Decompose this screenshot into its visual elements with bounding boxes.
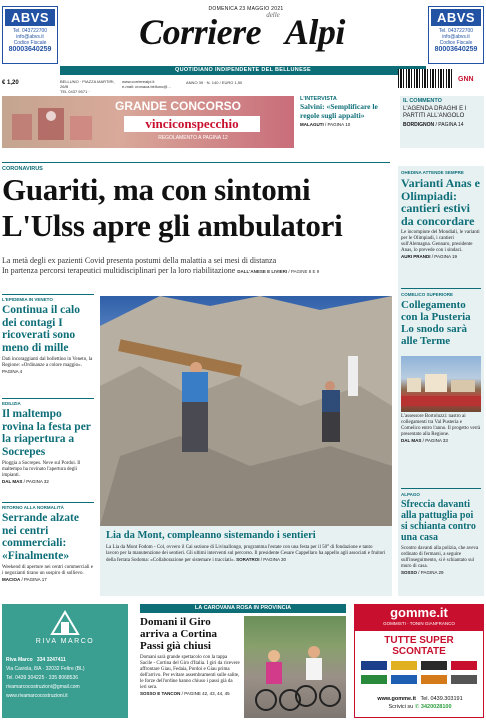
gomme-brand-logos: [361, 661, 479, 689]
gomme-write: Scrivici su: [388, 704, 414, 710]
photo-caption-head: Lia da Mont, compleanno sistemando i sentieri: [106, 530, 316, 541]
intervista-byline: MALAGUTI / PAGINA 10: [300, 122, 351, 127]
pusteria-kicker: COMELICO SUPERIORE: [401, 292, 454, 297]
pusteria-byline: DAL MAS / PAGINA 33: [401, 438, 448, 443]
ad-abvs-left[interactable]: [2, 6, 58, 64]
riva-brand: RIVA MARCO: [35, 638, 95, 645]
ad-abvs-right[interactable]: [428, 6, 484, 64]
intervista-box[interactable]: [300, 96, 396, 148]
sfreccia-byline: SOSSO / PAGINA 29: [401, 570, 444, 575]
photo-byline: SORATROI: [236, 557, 260, 562]
maltempo-page: PAGINA 32: [26, 479, 49, 484]
epidemia-head: Continua il calo dei contagi I ricoverati sono meno di mille: [2, 304, 80, 354]
website: www.corrierealpi.it: [122, 79, 155, 84]
masthead-title: [108, 11, 376, 55]
serrande-head: Serrande alzate nei centri commerciali: «Finalmente»: [2, 512, 79, 562]
ad-email: info@abvs.it: [442, 34, 470, 40]
intervista-author: MALAGUTI: [300, 122, 324, 127]
pusteria-page: PAGINA 33: [425, 438, 448, 443]
gomme-header: [355, 605, 483, 631]
giro-author: SOSSO E TANCON: [140, 691, 181, 696]
serrande-body: Weekend di aperture nei centri commerciali e i negozianti tirano un sospiro di sollievo.: [2, 565, 93, 576]
gomme-web: www.gomme.it: [377, 696, 416, 702]
varianti-head: Varianti Anas e Olimpiadi: cantieri estivi da concordare: [401, 176, 480, 228]
pusteria-head: Collegamento con la Pusteria Lo snodo sarà alle Terme: [401, 299, 471, 347]
maltempo-head: Il maltempo rovina la festa per la riapertura a Socrepes: [2, 408, 91, 458]
commento-head: L'AGENDA DRAGHI E I PARTITI ALL'ANGOLO: [403, 106, 467, 119]
riva-tel: Tel. 0439 304225 · 335 8068536: [6, 675, 79, 681]
gomme-sub: GOMMISTI · TONIN GIANFRANCO: [383, 621, 455, 626]
issue-date: DOMENICA 23 MAGGIO 2021: [208, 6, 284, 12]
giro-bar-label: LA CAROVANA ROSA IN PROVINCIA: [194, 605, 292, 611]
info-left-2: TEL 0437 9571 ·: [60, 89, 90, 94]
title-delle: delle: [266, 11, 280, 19]
intervista-page: PAGINA 10: [327, 122, 351, 127]
abvs-logo: ABVS: [431, 9, 481, 26]
commento-box[interactable]: [400, 96, 484, 148]
lead-deck: [2, 256, 390, 277]
concorso-title: GRANDE CONCORSO: [114, 99, 241, 113]
ad-code-label: Codice Fiscale: [13, 40, 47, 46]
ad-email: info@abvs.it: [16, 34, 44, 40]
serrande-kicker: RITORNO ALLA NORMALITÀ: [2, 505, 64, 510]
photo-caption: [100, 526, 392, 596]
giro-body: Domani sarà grande spettacolo con la tappa Sacile - Cortina del Giro d'Italia. I giri da ricevere affrontare Giau, Fedaia, Pordoi e Giau prima dell'arrivo. Per evitare assembramenti sulle salite, le forze dell'ordine hanno chiuso i passi già da ieri sera.: [140, 655, 240, 690]
lead-rule: [2, 162, 390, 163]
epidemia-kicker: L'EPIDEMIA IN VENETO: [2, 297, 53, 302]
info-left-1: BELLUNO · PIAZZA MARTIRI, 26/B: [60, 79, 115, 89]
gomme-contact: [359, 695, 481, 711]
ad-code: 80003640259: [8, 46, 52, 53]
info-mid: [122, 79, 182, 89]
riva-address: Via Caviola, 8/A · 32032 Feltre (BL): [6, 666, 85, 672]
giro-page: PAGINE 42, 43, 44, 45: [184, 691, 230, 696]
riva-contact: [6, 656, 124, 701]
giro-story[interactable]: [140, 616, 240, 696]
abvs-logo: ABVS: [5, 9, 55, 26]
ad-riva-marco[interactable]: [2, 604, 128, 718]
gomme-tel: Tel. 0439.303191: [420, 696, 463, 702]
maltempo-body: Pioggia a Socrepes. Neve sul Pordoi. Il maltempo ha rovinato l'apertura degli impianti.: [2, 461, 81, 478]
sfreccia-story[interactable]: [401, 492, 481, 575]
intervista-kicker: L'INTERVISTA: [300, 96, 337, 102]
masthead-subtitle: QUOTIDIANO INDIPENDENTE DEL BELLUNESE: [175, 67, 311, 73]
maltempo-byline: DAL MAS / PAGINA 32: [2, 479, 49, 484]
concorso-banner[interactable]: [2, 96, 294, 148]
riva-web: www.rivamarcocostruzioni.it: [6, 693, 68, 699]
left-rule-3: [2, 502, 94, 503]
epidemia-body: Dati incoraggianti dal bollettino in Veneto, la Regione: «Ordinanze a colore maggio».: [2, 357, 93, 368]
ad-tel: Tel. 043722700: [12, 28, 48, 34]
masthead-subtitle-bar: [60, 66, 426, 75]
commento-byline: BORDIGNON / PAGINA 14: [403, 122, 464, 128]
lead-deck-1: La metà degli ex pazienti Covid presenta postumi della malattia a sei mesi di distanza: [2, 256, 277, 265]
maltempo-kicker: EDILIZIA: [2, 401, 21, 406]
giro-bar: [140, 604, 346, 613]
pusteria-text: [401, 414, 481, 443]
lead-deck-2: In partenza percorsi terapeutici multidisciplinari per la loro riabilitazione DALL'ANESE E LIVIERI / PAGINE 8 E 9: [2, 266, 320, 275]
serrande-story[interactable]: [2, 505, 94, 582]
giro-head: Domani il Giro arriva a Cortina Passi già chiusi: [140, 616, 217, 652]
riva-logo-icon: [50, 610, 80, 636]
commento-kicker: IL COMMENTO: [403, 98, 442, 104]
lead-head-line-1: Guariti, ma con sintomi: [2, 172, 311, 207]
serrande-byline: MACIOA / PAGINA 17: [2, 577, 47, 582]
pusteria-story[interactable]: [401, 292, 481, 347]
ad-code-label: Codice Fiscale: [439, 40, 473, 46]
commento-author: BORDIGNON: [403, 122, 435, 128]
pusteria-body: L'assessore Bortoluzzi: nastro ai collegamenti tra Val Pusteria e Comelico entro l'anno. Il progetto verrà presentato alla Regione.: [401, 414, 481, 437]
pusteria-photo: [401, 356, 481, 412]
sfreccia-kicker: ALPAGO: [401, 492, 420, 497]
varianti-page: PAGINA 19: [434, 254, 457, 259]
riva-phone: 334 3247411: [36, 657, 66, 663]
varianti-byline: AURI PRANDI / PAGINA 19: [401, 254, 457, 259]
lead-kicker: CORONAVIRUS: [2, 166, 43, 172]
serrande-author: MACIOA: [2, 577, 21, 582]
pusteria-author: DAL MAS: [401, 438, 422, 443]
sfreccia-body: Scontro davanti alla polizia, che aveva ordinato di fermarsi, a seguire sull'inseguimento, si è schiantato sul muro di casa.: [401, 546, 479, 569]
gnn-logo: GNN: [458, 76, 474, 83]
commento-page: PAGINA 14: [438, 122, 464, 128]
photo-caption-text: La Lia da Mont Fodom - Col, ovvero il Cai sezione di Livinallongo, programma l'estate con una festa per il 50° di fondazione e tanto lavoro per la manutenzione dei sentieri. Gli ultimi interventi sul percorso. Il presidente Cesare Cappellaro ha appello agli associati e fruitori della ferrata Sodoma: «Collaborazione per sistemare i tracciati».: [106, 545, 386, 563]
concorso-illustration: [8, 104, 98, 142]
ad-code: 80003640259: [434, 46, 478, 53]
title-corriere: Corriere: [139, 12, 262, 52]
ad-tel: Tel. 043722700: [438, 28, 474, 34]
intervista-head: Salvini: «Semplificare le regole sugli appalti»: [300, 102, 378, 120]
ad-gomme[interactable]: [354, 604, 484, 718]
price: € 1,20: [2, 80, 19, 86]
concorso-name: [124, 116, 260, 132]
main-photo[interactable]: [100, 296, 392, 526]
photo-caption-body: La Lia da Mont Fodom - Col, ovvero il Cai sezione di Livinallongo, programma l'estate con una festa per il 50° di fondazione e tanto lavoro per la manutenzione dei sentieri. Gli ultimi interventi sul percorso. Il presidente Cesare Cappellaro ha appello agli associati e fruitori della ferrata Sodoma: «Collaborazione per sistemare i tracciati». SORATROI / PAGINA 30: [106, 545, 386, 563]
maltempo-story[interactable]: [2, 401, 94, 484]
varianti-story[interactable]: [401, 170, 481, 259]
sfreccia-page: PAGINA 29: [420, 570, 444, 575]
email: e-mail: cronaca.belluno@...: [122, 84, 171, 89]
sfreccia-author: SOSSO: [401, 570, 418, 575]
sfreccia-head: Sfreccia davanti alla pattuglia poi si schianta contro una casa: [401, 499, 476, 543]
barcode: [398, 69, 454, 88]
left-rule-1: [2, 294, 94, 295]
photo-page: PAGINA 30: [263, 557, 286, 562]
giro-byline: SOSSO E TANCON / PAGINE 42, 43, 44, 45: [140, 691, 230, 696]
lead-page: PAGINE 8 E 9: [290, 269, 320, 274]
right-rule-2: [401, 488, 481, 489]
info-left: [60, 79, 120, 94]
lead-head[interactable]: [2, 172, 392, 244]
title-alpi: Alpi: [284, 12, 345, 52]
epidemia-story[interactable]: [2, 297, 94, 374]
varianti-author: AURI PRANDI: [401, 254, 431, 259]
gomme-line-1: TUTTE SUPER: [384, 635, 454, 646]
whatsapp-icon: ✆: [414, 704, 420, 710]
maltempo-author: DAL MAS: [2, 479, 23, 484]
gomme-brand: gomme.it: [390, 605, 448, 620]
right-rule-1: [401, 288, 481, 289]
giro-photo: [244, 616, 346, 718]
info-right: ANNO 39 · N. 140 / EURO 1,50: [186, 80, 243, 85]
concorso-name-text: vinciconspecchio: [145, 116, 239, 131]
epidemia-page: PAGINA 4: [2, 369, 23, 374]
lead-byline: DALL'ANESE E LIVIERI: [237, 269, 288, 274]
riva-email: rivamarcocostruzioni@gmail.com: [6, 684, 80, 690]
varianti-body: Le incompiute del Mondiali, le varianti per le Olimpiadi, i cantieri sull'Alemagna. Gennaro, presidente Anas, lo prevede con i sindaci.: [401, 230, 480, 253]
concorso-note: REGOLAMENTO A PAGINA 12: [158, 135, 228, 141]
gomme-whatsapp: 3420028100: [420, 704, 452, 710]
varianti-kicker: OHEDINA ATTENDE SEMPRE: [401, 170, 464, 175]
riva-name: Riva Marco: [6, 657, 33, 663]
lead-head-line-2: L'Ulss apre gli ambulatori: [2, 208, 343, 243]
gomme-line-2: SCONTATE: [392, 646, 446, 657]
gomme-offer: [355, 635, 483, 657]
lead-deck-2-text: In partenza percorsi terapeutici multidisciplinari per la loro riabilitazione: [2, 266, 236, 275]
left-rule-2: [2, 398, 94, 399]
serrande-page: PAGINA 17: [24, 577, 47, 582]
